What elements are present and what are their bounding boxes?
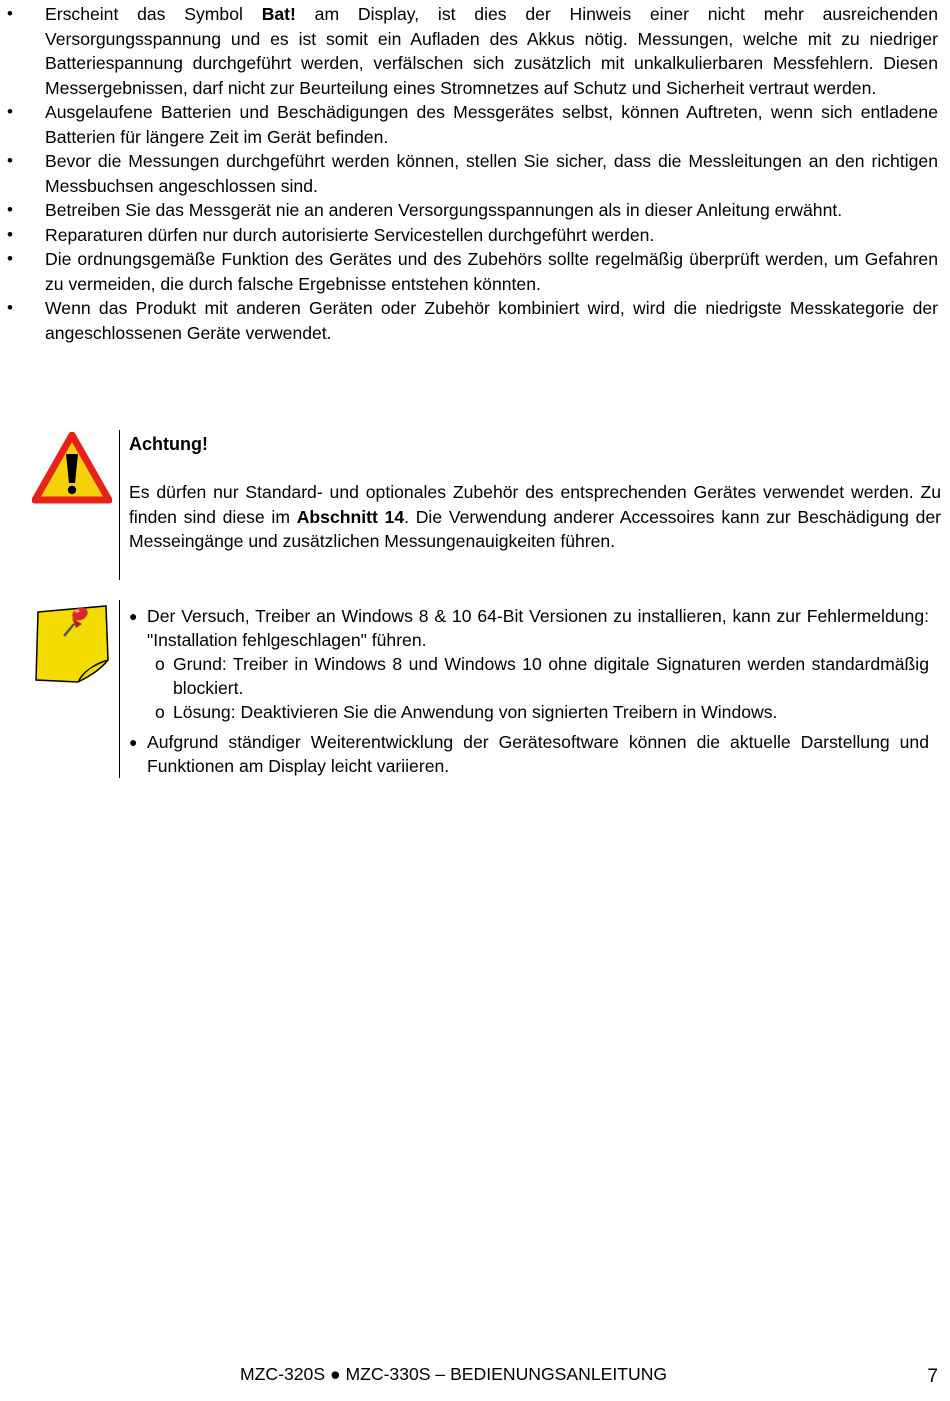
list-item-text: am Display, ist dies der Hinweis einer nicht mehr ausreichenden Versorgungsspannung und es ist somit ein Aufladen des Akkus nötig. Messungen, welche mit zu niedriger Batteriespannung durchgeführt werden, verfälschen sich zusätzlich mit unkalkulierbaren Messfehlern. Diesen Messergebnissen, darf nicht zur Beurteilung eines Stromnetzes auf Schutz und Sicherheit vertraut werden.	[45, 4, 938, 98]
warning-triangle-icon	[32, 432, 112, 504]
info-list	[129, 604, 929, 778]
list-item	[0, 149, 950, 198]
list-item	[0, 296, 950, 345]
bullet-marker: •	[7, 151, 13, 170]
list-item	[0, 100, 950, 149]
list-item	[0, 223, 950, 248]
list-item	[0, 198, 950, 223]
list-item-text: Betreiben Sie das Messgerät nie an anderen Versorgungsspannungen als in dieser Anleitung erwähnt.	[45, 200, 843, 220]
info-note	[0, 600, 950, 778]
list-item-text: Bevor die Messungen durchgeführt werden können, stellen Sie sicher, dass die Messleitungen an den richtigen Messbuchsen angeschlossen sind.	[45, 151, 938, 196]
safety-bullet-list	[0, 0, 950, 345]
sub-bullet-marker: o	[155, 654, 165, 674]
page-footer	[0, 1362, 950, 1392]
section-reference: Abschnitt 14	[296, 506, 405, 527]
bullet-marker: •	[7, 4, 13, 23]
pinned-note-icon	[30, 600, 114, 684]
sub-bullet-marker: o	[155, 702, 165, 722]
warning-title: Achtung!	[129, 434, 208, 454]
sub-list-item	[147, 652, 929, 700]
bullet-marker: •	[7, 249, 13, 268]
bullet-marker: •	[7, 200, 13, 219]
info-note-body	[119, 600, 929, 778]
bullet-marker: •	[7, 102, 13, 121]
footer-title: MZC-320S ● MZC-330S – BEDIENUNGSANLEITUNG	[240, 1364, 668, 1384]
list-item-text: Die ordnungsgemäße Funktion des Gerätes und des Zubehörs sollte regelmäßig überprüft werden, um Gefahren zu vermeiden, die durch falsche Ergebnisse entstehen könnten.	[45, 249, 938, 294]
warning-text-part: Es dürfen nur Standard- und optionales Zubehör des entsprechenden Gerätes verwendet werden. Zu finden sind diese im	[129, 482, 941, 527]
warning-note	[0, 430, 950, 580]
list-item-text: Grund: Treiber in Windows 8 und Windows 10 ohne digitale Signaturen werden standardmäßig blockiert.	[173, 654, 929, 698]
list-item	[129, 604, 929, 724]
bullet-marker: ●	[129, 734, 138, 750]
list-item-text: Ausgelaufene Batterien und Beschädigungen des Messgerätes selbst, können Auftreten, wenn sich entladene Batterien für längere Zeit im Gerät befinden.	[45, 102, 938, 147]
page-number: 7	[927, 1366, 938, 1387]
warning-text	[129, 480, 941, 554]
bold-symbol-text: Bat!	[261, 4, 296, 24]
list-item-text: Reparaturen dürfen nur durch autorisierte Servicestellen durchgeführt werden.	[45, 224, 655, 245]
sub-list	[147, 652, 929, 724]
list-item-text: Erscheint das Symbol	[45, 4, 262, 24]
bullet-marker: •	[7, 298, 13, 317]
warning-text-part: . Die Verwendung anderer Accessoires kann zur Beschädigung der Messeingänge und zusätzlichen Messungenauigkeiten führen.	[129, 506, 942, 551]
list-item	[0, 2, 950, 100]
sub-list-item	[147, 700, 929, 724]
bullet-marker: •	[7, 224, 13, 244]
list-item-text: Lösung: Deaktivieren Sie die Anwendung von signierten Treibern in Windows.	[173, 702, 778, 722]
list-item	[0, 247, 950, 296]
bullet-marker: ●	[129, 608, 138, 624]
list-item-text: Der Versuch, Treiber an Windows 8 & 10 64-Bit Versionen zu installieren, kann zur Fehlermeldung: "Installation fehlgeschlagen" führen.	[147, 606, 929, 650]
list-item-text: Wenn das Produkt mit anderen Geräten oder Zubehör kombiniert wird, wird die niedrigste Messkategorie der angeschlossenen Geräte verwendet.	[45, 298, 938, 343]
warning-note-body	[119, 430, 941, 580]
list-item-text: Aufgrund ständiger Weiterentwicklung der Gerätesoftware können die aktuelle Darstellung und Funktionen am Display leicht variieren.	[147, 732, 929, 776]
list-item	[129, 730, 929, 778]
